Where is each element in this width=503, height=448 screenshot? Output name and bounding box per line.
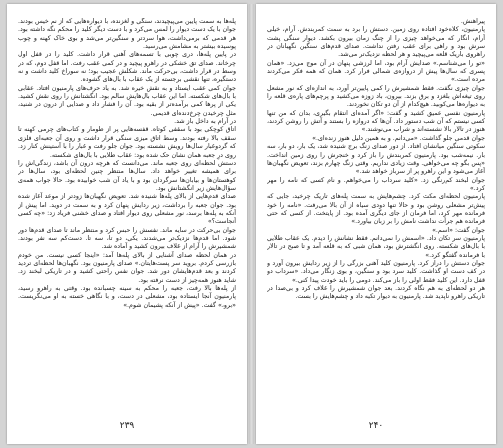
book-spine xyxy=(249,4,254,444)
paragraph: جوان قدمی جلو گذاشت. «می‌دانم. و به همین دلیل هنوز زنده‌ای.» xyxy=(312,134,485,142)
paragraph: اتاق کوچکی بود با سقفی کوتاه. قفسه‌هایی پر از طومار و کتاب‌های چرمی کهنه تا سقف بالا رفته بودند. وسط اتاق میزی سنگی قرار داشت و روی آن جعبه‌ای فلزی که گردوغبار سال‌ها رویش نشسته بود. جوان جلو رفت و غبار را با آستینش کنار زد. روی درِ جعبه همان نشان حک شده بود: عقاب طلایی با بال‌های شکسته. xyxy=(18,126,236,159)
page-number-left: ۲۳۹ xyxy=(119,421,135,431)
paragraph: «تو را می‌شناسم.» صدایش آرام بود، اما لرزشی پنهان در آن موج می‌زد. «همان پسری که سال‌ها پیش از دروازه‌ی شمالی فرار کرد. همان که همه فکر می‌کردند مرده است.» xyxy=(267,59,485,84)
paragraph: پارمنیون لحظه‌ای مکث کرد. چشم‌هایش به سمت پله‌های تاریک چرخید، جایی که پیش‌تر مشعلی روشن بود و حالا تنها دودی سیاه از آن بالا می‌رفت. «نامه را خود فرمانده مهر کرد، اما فرمان از جای دیگری آمده بود. از پایتخت. از کسی که حتی فرمانده هم جرأت نداشت نامش را بر زبان بیاورد.» xyxy=(267,193,485,226)
paragraph: از پله‌ها بالا رفت، جعبه را محکم به سینه چسبانده بود. وقتی به راهرو رسید، پارمنیون آنجا ایستاده بود، مشعلی در دست، و با نگاهی خسته به او می‌نگریست. «برو،» گفت. «پیش از آنکه پشیمان شوم.» xyxy=(18,285,236,309)
paragraph: جوان بی‌حرکت در سایه ماند. نفسش را حبس کرد و منتظر ماند تا صدای قدم‌ها دور شود. اما قدم‌ها نزدیک‌تر می‌شدند. یکی، دو تا، سه تا. دست‌کم سه نفر بودند. شمشیرش را آرام از غلاف بیرون کشید و آماده شد. xyxy=(18,226,236,251)
paragraph: جوان لبخند کم‌رنگی زد. «کلید سرداب را می‌خواهم. و نام کسی که نامه را مهر کرد.» xyxy=(267,176,485,192)
paragraph: جوان کمی عقب ایستاد و به نقش خیره شد. به یاد حرف‌های پارمنیون افتاد. عقابی با بال‌های شکسته. اما این عقاب بال‌هایش سالم بود. انگشتانش را روی نقش کشید. یکی از پرها کمی برآمده‌تر از بقیه بود. آن را فشار داد و صدایی از درون در شنید، مثل چرخیدن چرخ‌دنده‌ای قدیمی. xyxy=(18,84,236,117)
paragraph: پله‌ها به سمت پایین می‌پیچیدند، سنگی و لغزنده، با دیواره‌هایی که از نم خیس بودند. جوان با یک دست دیوار را لمس می‌کرد و با دست دیگر کلید را محکم نگه داشته بود. هر قدمی که برمی‌داشت، هوا سردتر و سنگین‌تر می‌شد و بوی خاک کهنه و چوب پوسیده بیشتر به مشامش می‌رسید. xyxy=(18,18,236,51)
paragraph: هر دو لحظه‌ای به هم نگاه کردند. بعد جوان شمشیرش را غلاف کرد و بی‌صدا در تاریکی راهرو ناپدید شد. پارمنیون به دیوار تکیه داد و چشم‌هایش را بست. xyxy=(267,285,485,301)
paragraph: دستش لحظه‌ای روی جعبه ماند. می‌دانست که هرچه درون آن باشد، زندگی‌اش را برای همیشه تغییر خواهد داد. سال‌ها منتظر چنین لحظه‌ای بود، سال‌ها در کوهستان‌ها و بیابان‌ها سرگردان بود و با یاد آن شب خوابیده بود. حالا جواب همه‌ی سؤال‌هایش زیر انگشتانش بود. xyxy=(18,159,236,192)
left-page-text xyxy=(18,18,236,413)
paragraph: پارمنیون نفسی عمیق کشید و گفت: «اگر آمده‌ای انتقام بگیری، بدان که من تنها کسی نیستم که آن شب دستور داد. آن‌ها که دروازه را بستند و آتش را روشن کردند، هنوز در تالار بالا نشسته‌اند و شراب می‌نوشند.» xyxy=(267,109,485,134)
paragraph: در آرام به داخل باز شد. xyxy=(174,118,236,126)
left-page xyxy=(7,4,247,444)
paragraph: پارمنیون، کلاه‌خود افتاده روی زمین. دستش را برد به سمت کمربندش. آرام، خیلی آرام، انگار که می‌خواهد چیزی را از چنگ زمان بیرون بکشد. دیوار سنگی پشت سرش بود و راهی برای عقب رفتن نداشت. صدای قدم‌های سنگین نگهبانان در راهروی باریک قلعه می‌پیچید و هر لحظه نزدیک‌تر می‌شد. xyxy=(267,26,485,59)
right-page xyxy=(256,4,496,444)
paragraph: پیراهنش. xyxy=(460,18,485,25)
paragraph: پارمنیون سر تکان داد. «اسمش را نمی‌دانم. فقط نشانش را دیدم. یک عقاب طلایی با بال‌های شکسته. روی انگشترش بود، همان شبی که به قلعه آمد و تا صبح در تالار با فرمانده گفتگو کرد.» xyxy=(267,234,485,259)
paragraph: در همان لحظه صدای آشنایی از بالای پله‌ها آمد: «اینجا کسی نیست. من خودم بازرسی کردم. بروید سر پست‌هایتان.» صدای پارمنیون بود. نگهبان‌ها لحظه‌ای تردید کردند و بعد قدم‌هایشان دور شد. جوان نفس راحتی کشید و در تاریکی لبخند زد. شاید هنوز همه‌چیز از دست نرفته بود. xyxy=(18,251,236,284)
paragraph: صدای قدم‌هایی از بالای پله‌ها شنیده شد. تعویض نگهبان‌ها زودتر از موعد آغاز شده بود. جوان جعبه را برداشت، زیر ردایش پنهان کرد و به سمت در دوید. اما پیش از آنکه به پله‌ها برسد، نور مشعلی روی دیوار افتاد و صدای خشنی فریاد زد: «چه کسی آنجاست؟» xyxy=(18,193,236,226)
paragraph: جوان چیزی نگفت. فقط شمشیرش را کمی پایین‌تر آورد، به اندازه‌ای که نور مشعل روی تیغه‌اش بلغزد و برق بزند. بیرون، باد زوزه می‌کشید و پرچم‌های پاره‌ی قلعه را به دیواره‌ها می‌کوبید. هیچ‌کدام از آن دو تکان نخوردند. xyxy=(267,84,485,109)
page-number-right: ۲۴۰ xyxy=(368,421,384,431)
paragraph: جوان دستش را دراز کرد. پارمنیون کلید آهنی بزرگی را از زیر ردایش بیرون آورد و در کف دست او گذاشت. کلید سرد بود و سنگین، و بوی زنگار می‌داد. «سرداب دو قفل دارد. این کلید فقط اولی را باز می‌کند. دومی را باید خودت پیدا کنی.» xyxy=(267,259,485,284)
paragraph: در پایین پله‌ها، دری چوبی با تسمه‌های آهنی قرار داشت. کلید را در قفل اول چرخاند. صدای تق خشکی در راهرو پیچید و در کمی عقب رفت. اما قفل دوم، که در وسط در قرار داشت، بی‌حرکت ماند. شکلش عجیب بود؛ نه سوراخ کلید داشت و نه دستگیره، تنها نقشی برجسته از یک عقاب با بال‌های گشوده. xyxy=(18,51,236,84)
right-page-text xyxy=(267,18,485,413)
paragraph: سکوتی سنگین میانشان افتاد. از دور صدای زنگ برج شنیده شد، یک بار، دو بار، سه بار. نیمه‌شب بود. پارمنیون کمربندش را باز کرد و خنجرش را روی زمین انداخت. «پس بگو چه می‌خواهی. وقت زیادی نداریم. وقتی زنگ چهارم بزند، تعویض نگهبان‌ها آغاز می‌شود و این راهرو پر از سرباز خواهد شد.» xyxy=(267,143,485,176)
paragraph: جوان گفت: «اسم.» xyxy=(432,226,485,234)
